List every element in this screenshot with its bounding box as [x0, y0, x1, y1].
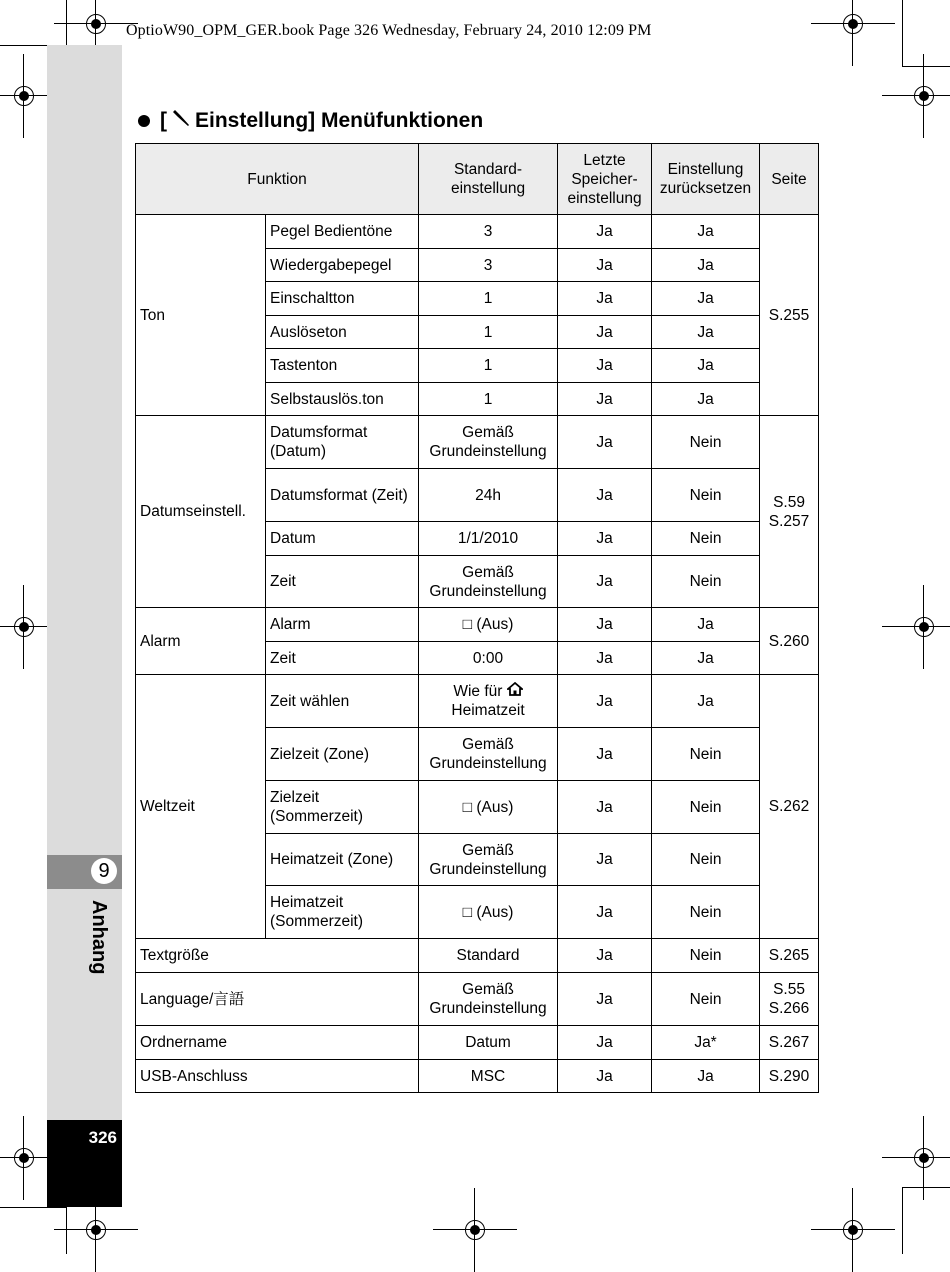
- item-name: Wiedergabepegel: [266, 249, 419, 282]
- chapter-label: Anhang: [88, 900, 110, 975]
- page-ref-line: S.266: [768, 1000, 810, 1017]
- registration-mark-right-middle: [912, 615, 936, 639]
- item-name: Einschaltton: [266, 282, 419, 316]
- standard-value: Gemäß Grundeinstellung: [419, 973, 558, 1026]
- letzte-value: Ja: [558, 973, 652, 1026]
- standard-value: [419, 675, 558, 728]
- item-name: Alarm: [266, 608, 419, 642]
- page-ref-line: S.257: [768, 512, 810, 530]
- letzte-value: Ja: [558, 675, 652, 728]
- crop-line: [66, 1207, 67, 1254]
- standard-value: 0:00: [419, 642, 558, 675]
- table-row: [136, 1060, 819, 1093]
- crop-line: [902, 1187, 950, 1188]
- standard-value: 1: [419, 383, 558, 416]
- standard-value: 24h: [419, 469, 558, 522]
- registration-mark-bottom-center: [463, 1218, 487, 1242]
- letzte-value: Ja: [558, 939, 652, 973]
- item-name: Zeit: [266, 556, 419, 608]
- header-reset: Einstellung zurücksetzen: [652, 144, 760, 215]
- table-row: [136, 215, 819, 249]
- reset-value: Nein: [652, 834, 760, 886]
- letzte-value: Ja: [558, 249, 652, 282]
- reset-value: Ja: [652, 282, 760, 316]
- item-name: Zielzeit (Sommerzeit): [266, 781, 419, 834]
- registration-mark-bottom-right: [841, 1218, 865, 1242]
- standard-value: 1: [419, 349, 558, 383]
- item-name: Textgröße: [136, 939, 419, 973]
- letzte-value: Ja: [558, 608, 652, 642]
- standard-value: MSC: [419, 1060, 558, 1093]
- letzte-value: Ja: [558, 781, 652, 834]
- standard-value: □ (Aus): [419, 886, 558, 939]
- item-name: Heimatzeit (Sommerzeit): [266, 886, 419, 939]
- item-name: USB-Anschluss: [136, 1060, 419, 1093]
- sidebar: [47, 45, 122, 1120]
- registration-mark-right-lower: [912, 1146, 936, 1170]
- letzte-value: Ja: [558, 383, 652, 416]
- item-name: Ordnername: [136, 1026, 419, 1060]
- standard-value: Standard: [419, 939, 558, 973]
- standard-value: Gemäß Grundeinstellung: [419, 728, 558, 781]
- reset-value: Ja: [652, 675, 760, 728]
- crop-line: [66, 0, 67, 46]
- standard-value: 1/1/2010: [419, 522, 558, 556]
- bullet-icon: [138, 115, 150, 127]
- letzte-value: Ja: [558, 316, 652, 349]
- table-row: [136, 973, 819, 1026]
- reset-value: Nein: [652, 556, 760, 608]
- letzte-value: Ja: [558, 215, 652, 249]
- letzte-value: Ja: [558, 349, 652, 383]
- letzte-value: Ja: [558, 522, 652, 556]
- reset-value: Ja: [652, 642, 760, 675]
- title-text: Einstellung] Menüfunktionen: [195, 109, 484, 132]
- crop-line: [0, 1207, 66, 1208]
- standard-value: Gemäß Grundeinstellung: [419, 834, 558, 886]
- reset-value: Ja: [652, 215, 760, 249]
- item-name: Zeit: [266, 642, 419, 675]
- letzte-value: Ja: [558, 1060, 652, 1093]
- standard-value: □ (Aus): [419, 781, 558, 834]
- page-ref: S.260: [760, 608, 819, 675]
- item-name: Auslöseton: [266, 316, 419, 349]
- item-name: Datumsformat (Zeit): [266, 469, 419, 522]
- registration-mark-top-left: [84, 12, 108, 36]
- table-row: [136, 1026, 819, 1060]
- standard-value: 1: [419, 316, 558, 349]
- page-ref: [760, 416, 819, 608]
- reset-value: Ja: [652, 249, 760, 282]
- page-ref: S.265: [760, 939, 819, 973]
- crop-line: [902, 1187, 903, 1254]
- letzte-value: Ja: [558, 282, 652, 316]
- table-row: [136, 675, 819, 728]
- item-name: Datum: [266, 522, 419, 556]
- page-ref: [760, 973, 819, 1026]
- standard-value: □ (Aus): [419, 608, 558, 642]
- group-name: Datumseinstell.: [136, 416, 266, 608]
- section-title: [138, 108, 483, 134]
- reset-value: Nein: [652, 886, 760, 939]
- settings-table: [135, 143, 819, 1093]
- reset-value: Ja: [652, 1060, 760, 1093]
- item-name: Heimatzeit (Zone): [266, 834, 419, 886]
- home-icon: [507, 683, 523, 700]
- standard-value-line: Heimatzeit: [451, 702, 525, 719]
- page-ref: S.255: [760, 215, 819, 416]
- registration-mark-bottom-left: [84, 1218, 108, 1242]
- title-bracket: [: [160, 109, 167, 132]
- item-name: Zeit wählen: [266, 675, 419, 728]
- reset-value: Ja*: [652, 1026, 760, 1060]
- item-name: Selbstauslös.ton: [266, 383, 419, 416]
- page-ref-line: S.55: [773, 981, 805, 998]
- page-ref: S.267: [760, 1026, 819, 1060]
- standard-value: 1: [419, 282, 558, 316]
- item-name: Pegel Bedientöne: [266, 215, 419, 249]
- letzte-value: Ja: [558, 1026, 652, 1060]
- page-ref: S.290: [760, 1060, 819, 1093]
- chapter-number: 9: [91, 858, 117, 884]
- item-name: Tastenton: [266, 349, 419, 383]
- registration-mark-top-right: [841, 12, 865, 36]
- registration-mark-left-middle: [12, 615, 36, 639]
- standard-value-line: Wie für: [453, 683, 503, 700]
- reset-value: Nein: [652, 728, 760, 781]
- reset-value: Nein: [652, 781, 760, 834]
- reset-value: Ja: [652, 608, 760, 642]
- group-name: Weltzeit: [136, 675, 266, 939]
- registration-mark-left-lower: [12, 1146, 36, 1170]
- header-seite: Seite: [760, 144, 819, 215]
- header-funktion: Funktion: [136, 144, 419, 215]
- registration-mark-right-upper: [912, 84, 936, 108]
- reset-value: Nein: [652, 973, 760, 1026]
- page-ref-line: S.59: [773, 493, 805, 511]
- group-name: Ton: [136, 215, 266, 416]
- reset-value: Ja: [652, 383, 760, 416]
- letzte-value: Ja: [558, 728, 652, 781]
- standard-value: 3: [419, 249, 558, 282]
- registration-mark-left-upper: [12, 84, 36, 108]
- reset-value: Ja: [652, 316, 760, 349]
- page-number: 326: [88, 1128, 117, 1147]
- letzte-value: Ja: [558, 642, 652, 675]
- letzte-value: Ja: [558, 556, 652, 608]
- header-standard: Standard-einstellung: [419, 144, 558, 215]
- reset-value: Nein: [652, 416, 760, 469]
- item-name: Zielzeit (Zone): [266, 728, 419, 781]
- letzte-value: Ja: [558, 416, 652, 469]
- reset-value: Nein: [652, 522, 760, 556]
- item-name: Datumsformat (Datum): [266, 416, 419, 469]
- reset-value: Nein: [652, 939, 760, 973]
- table-row: [136, 608, 819, 642]
- table-row: [136, 939, 819, 973]
- group-name: Alarm: [136, 608, 266, 675]
- crop-line: [902, 66, 950, 67]
- item-name: Language/言語: [136, 973, 419, 1026]
- standard-value: Gemäß Grundeinstellung: [419, 556, 558, 608]
- standard-value: Datum: [419, 1026, 558, 1060]
- header-letzte: Letzte Speicher-einstellung: [558, 144, 652, 215]
- table-header-row: [136, 144, 819, 215]
- reset-value: Ja: [652, 349, 760, 383]
- page-ref: S.262: [760, 675, 819, 939]
- crop-line: [902, 0, 903, 66]
- reset-value: Nein: [652, 469, 760, 522]
- table-row: [136, 416, 819, 469]
- letzte-value: Ja: [558, 886, 652, 939]
- standard-value: Gemäß Grundeinstellung: [419, 416, 558, 469]
- standard-value: 3: [419, 215, 558, 249]
- wrench-icon: [171, 108, 191, 134]
- letzte-value: Ja: [558, 834, 652, 886]
- print-header: OptioW90_OPM_GER.book Page 326 Wednesday, February 24, 2010 12:09 PM: [126, 22, 652, 39]
- letzte-value: Ja: [558, 469, 652, 522]
